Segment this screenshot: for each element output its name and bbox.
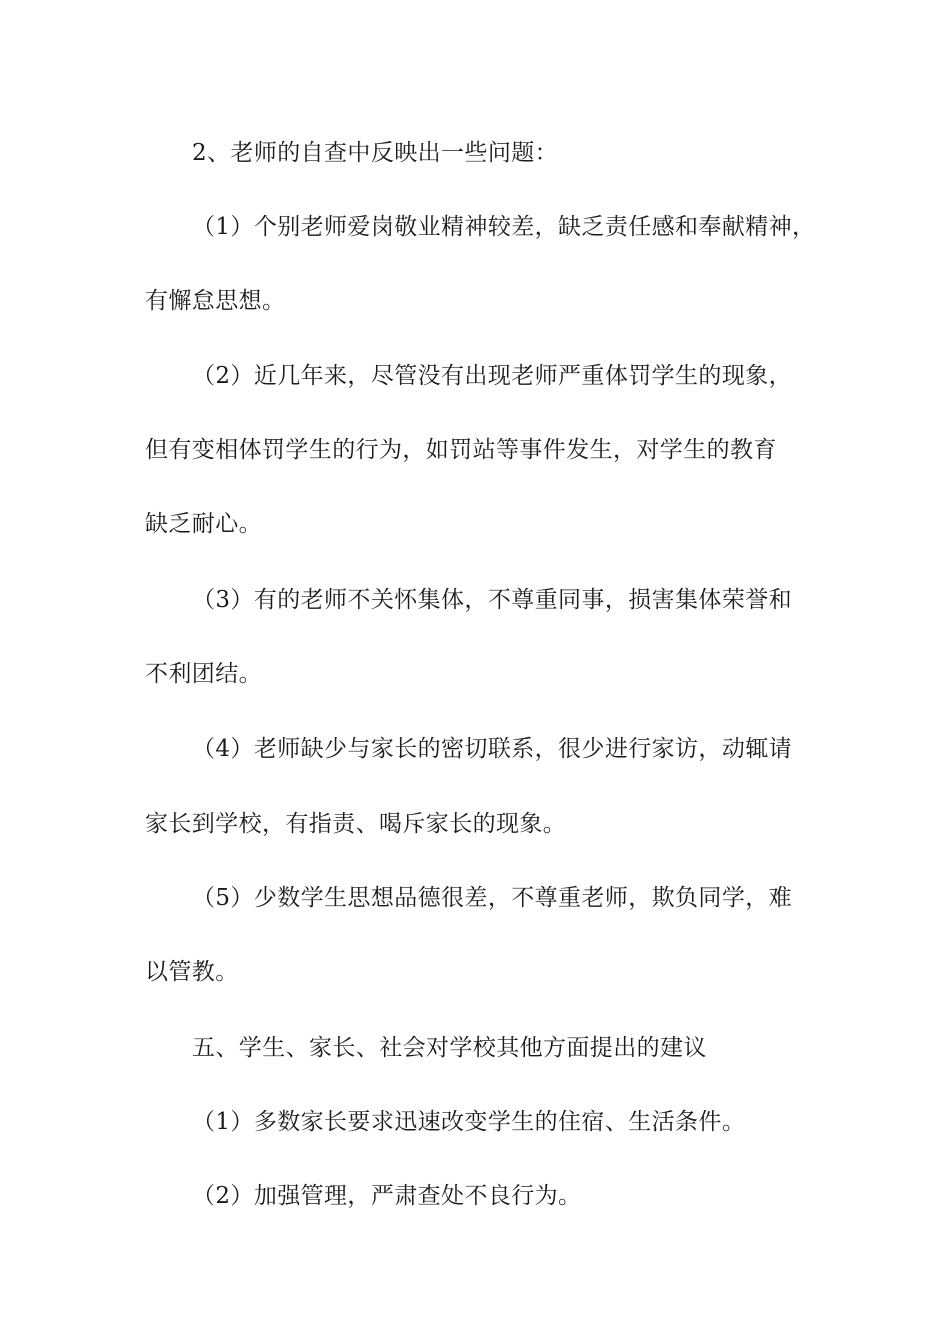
paragraph-line: （2）加强管理，严肃查处不良行为。 — [192, 1183, 582, 1209]
paragraph-line: （2）近几年来，尽管没有出现老师严重体罚学生的现象， — [192, 363, 793, 389]
paragraph-line: （4）老师缺少与家长的密切联系，很少进行家访，动辄请 — [192, 736, 793, 762]
section-heading-teacher-self-check: 2、老师的自查中反映出一些问题： — [192, 140, 559, 166]
paragraph-line: 但有变相体罚学生的行为，如罚站等事件发生，对学生的教育 — [145, 437, 777, 463]
paragraph-line: 不利团结。 — [145, 661, 262, 687]
paragraph-line: （1）个别老师爱岗敬业精神较差，缺乏责任感和奉献精神， — [192, 214, 816, 240]
paragraph-line: （1）多数家长要求迅速改变学生的住宿、生活条件。 — [192, 1109, 746, 1135]
paragraph-line: （5）少数学生思想品德很差，不尊重老师，欺负同学，难 — [192, 885, 793, 911]
paragraph-line: 家长到学校，有指责、喝斥家长的现象。 — [145, 811, 567, 837]
section-heading-suggestions: 五、学生、家长、社会对学校其他方面提出的建议 — [192, 1035, 707, 1061]
paragraph-line: 缺乏耐心。 — [145, 511, 262, 537]
paragraph-line: 以管教。 — [145, 959, 239, 985]
paragraph-line: （3）有的老师不关怀集体，不尊重同事，损害集体荣誉和 — [192, 587, 793, 613]
paragraph-line: 有懈怠思想。 — [145, 288, 286, 314]
